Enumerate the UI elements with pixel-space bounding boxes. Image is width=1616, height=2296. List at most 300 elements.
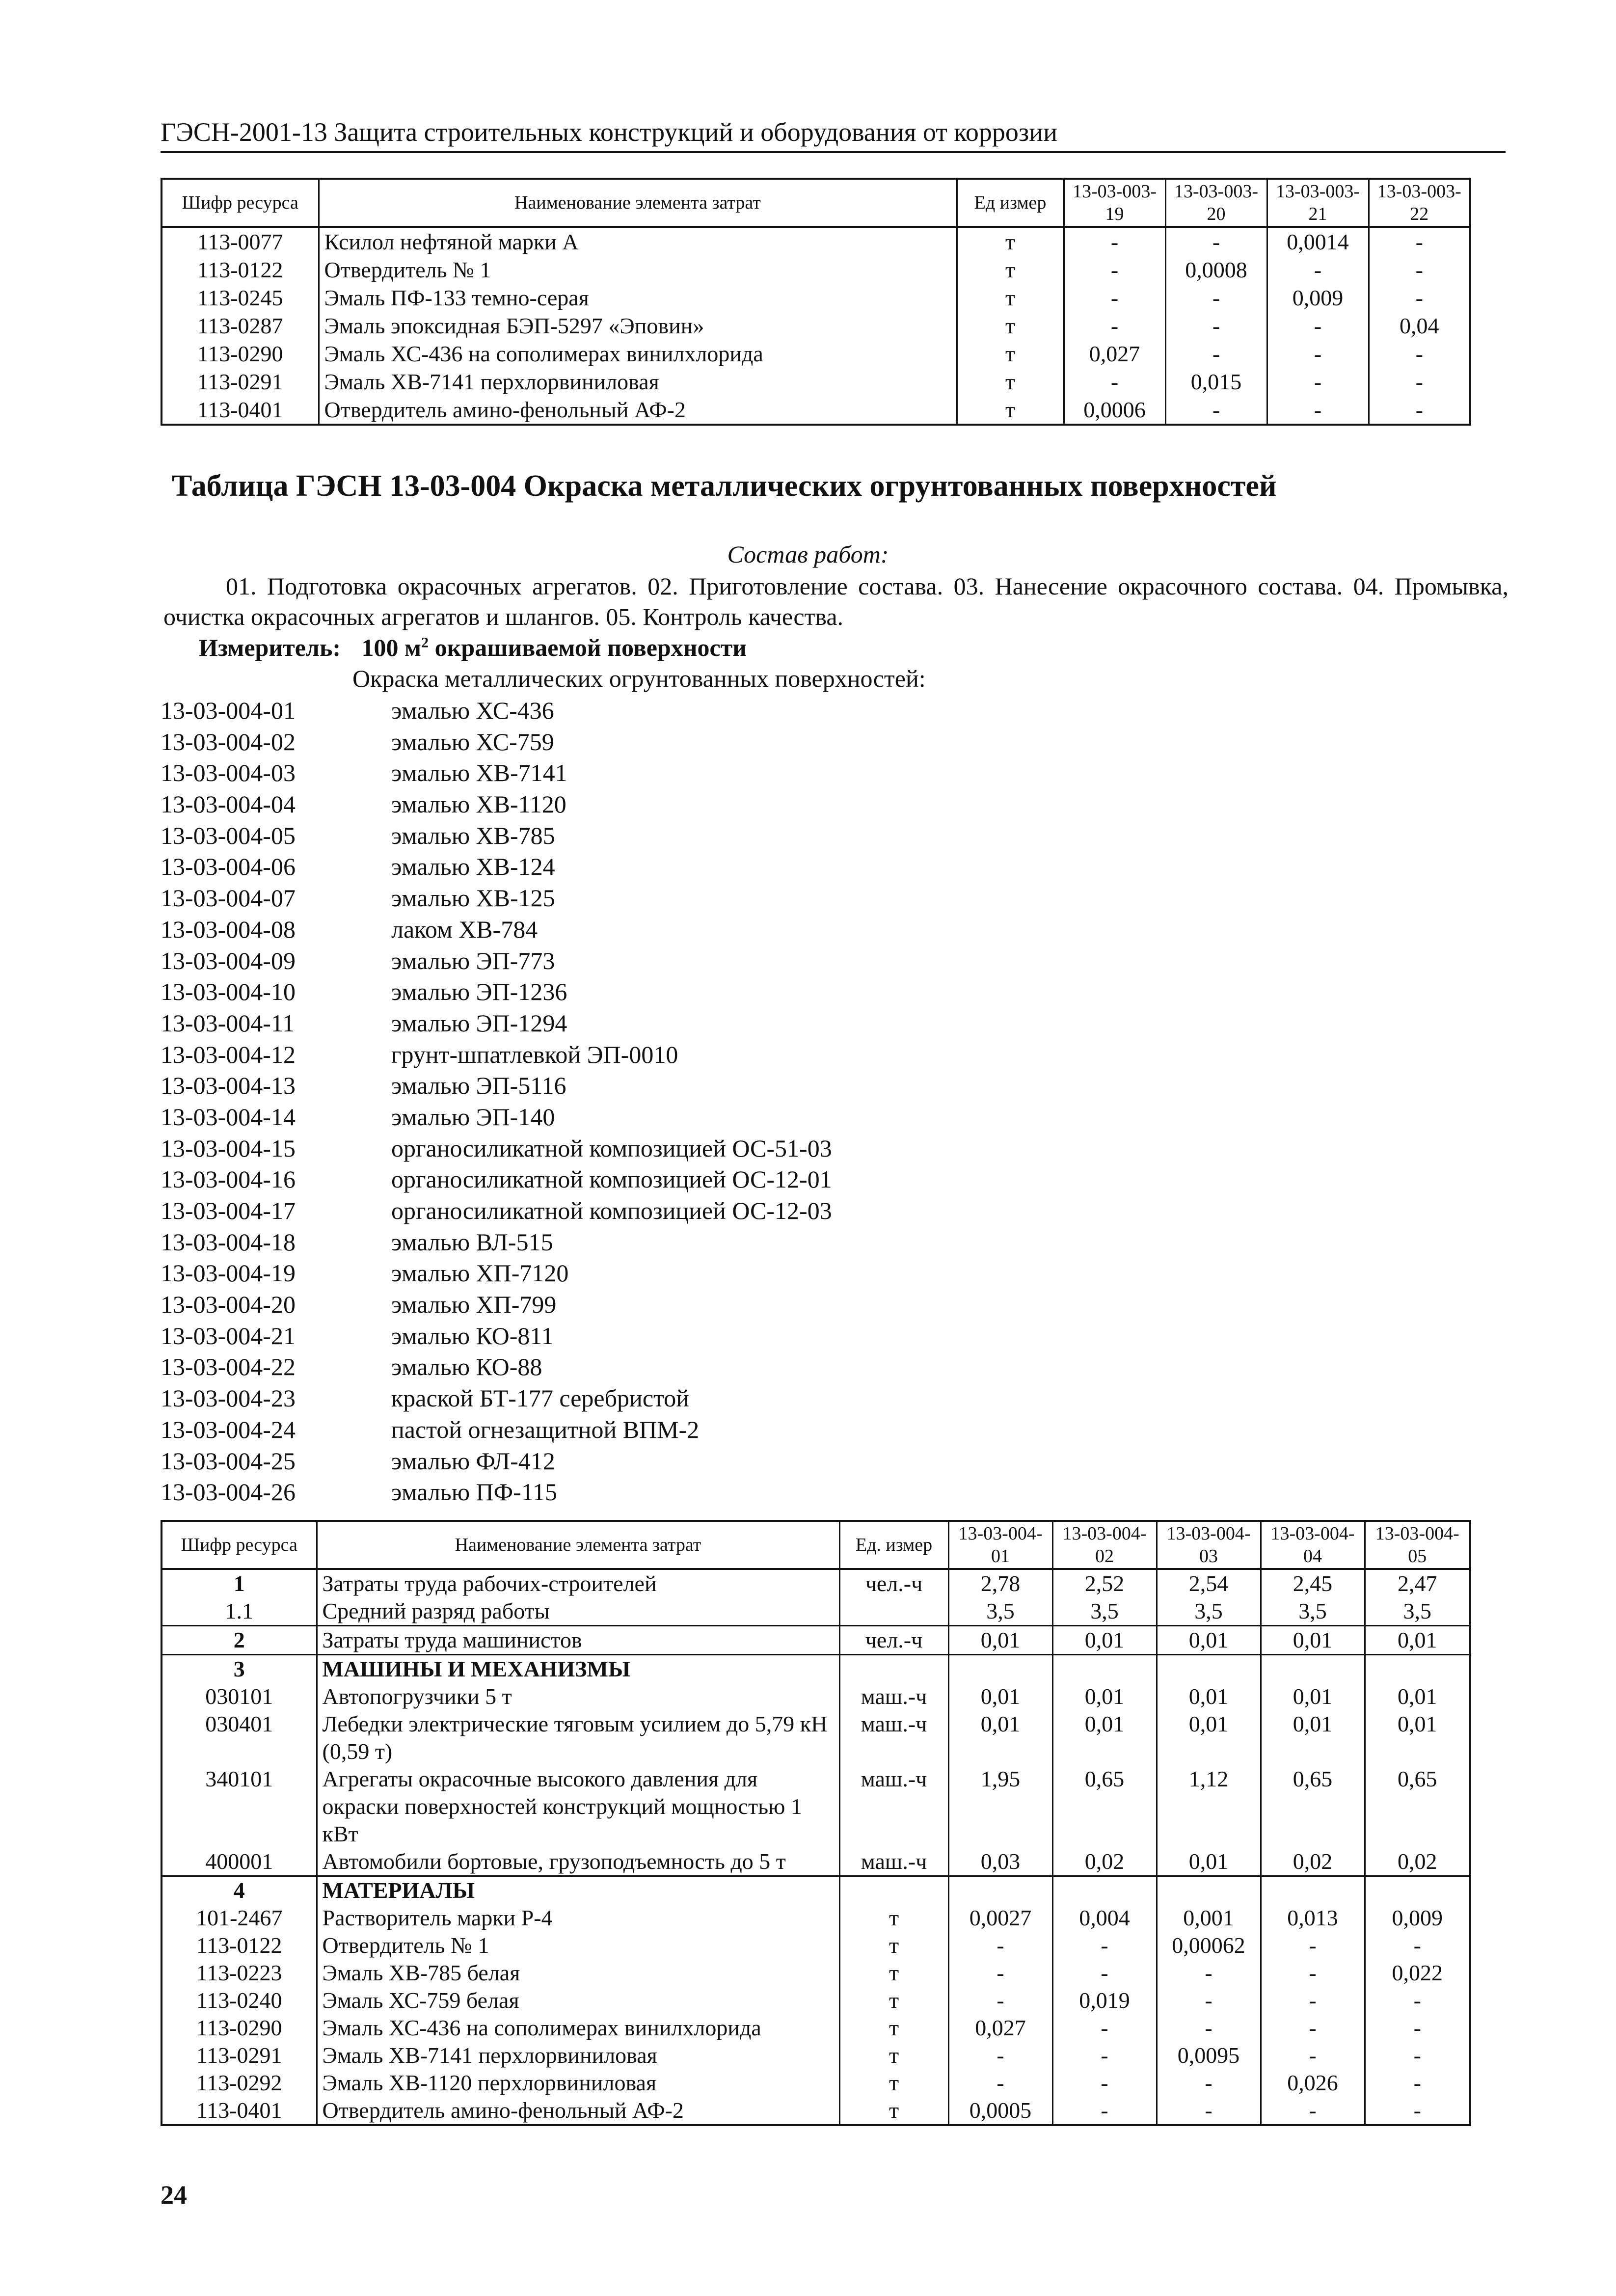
- cost-element-name: МАШИНЫ И МЕХАНИЗМЫ: [317, 1655, 839, 1683]
- resource-code: 113-0401: [162, 2097, 317, 2125]
- norm-value: 0,65: [1365, 1765, 1470, 1848]
- norm-value: 0,00062: [1157, 1932, 1261, 1959]
- unit: маш.-ч: [839, 1683, 948, 1710]
- norm-value: 0,01: [1261, 1683, 1365, 1710]
- cost-element-name: Лебедки электрические тяговым усилием до 5,79 кН (0,59 т): [317, 1710, 839, 1765]
- resource-code: 113-0291: [162, 368, 319, 396]
- norm-value: -: [1365, 2014, 1470, 2042]
- norm-description: органосиликатной композицией ОС-12-03: [391, 1197, 832, 1224]
- unit: [839, 1655, 948, 1683]
- table-row: [162, 2069, 1470, 2097]
- norm-value: [948, 1876, 1052, 1905]
- norm-description: эмалью ВЛ-515: [391, 1228, 553, 1256]
- unit: чел.-ч: [839, 1569, 948, 1597]
- cost-element-name: Эмаль ПФ-133 темно-серая: [319, 284, 957, 312]
- norm-value: [1365, 1876, 1470, 1905]
- header-norm-code: 13-03-004-03: [1157, 1521, 1261, 1569]
- norm-description: эмалью ПФ-115: [391, 1478, 557, 1506]
- norm-code-list: [161, 695, 1142, 1508]
- cost-element-name: Эмаль ХС-436 на сополимерах винилхлорида: [319, 340, 957, 368]
- list-item: [161, 976, 1142, 1008]
- norm-description: эмалью КО-811: [391, 1322, 554, 1350]
- norm-description: эмалью ЭП-1294: [391, 1009, 567, 1037]
- norm-value: -: [1365, 2069, 1470, 2097]
- header-norm-code: 13-03-004-05: [1365, 1521, 1470, 1569]
- table-row: [162, 368, 1470, 396]
- norm-value: -: [1267, 312, 1369, 340]
- norm-value: -: [1369, 340, 1470, 368]
- unit: маш.-ч: [839, 1848, 948, 1876]
- norm-value: -: [1365, 2042, 1470, 2069]
- norm-value: -: [1365, 1987, 1470, 2014]
- cost-element-name: Эмаль ХВ-7141 перхлорвиниловая: [317, 2042, 839, 2069]
- table1-body: [162, 227, 1470, 425]
- norm-value: 0,02: [1261, 1848, 1365, 1876]
- norm-value: 0,01: [948, 1626, 1052, 1655]
- list-item: [161, 1164, 1142, 1195]
- norm-value: -: [948, 2042, 1052, 2069]
- resource-code: 400001: [162, 1848, 317, 1876]
- norm-value: 0,01: [948, 1710, 1052, 1765]
- resource-code: 113-0223: [162, 1959, 317, 1987]
- table-row: [162, 1569, 1470, 1597]
- unit: т: [839, 1959, 948, 1987]
- list-item: [161, 851, 1142, 883]
- header-norm-code: 13-03-004-02: [1052, 1521, 1157, 1569]
- list-item: [161, 1070, 1142, 1102]
- norm-value: 2,78: [948, 1569, 1052, 1597]
- norm-value: -: [1261, 2014, 1365, 2042]
- resource-code: 113-0401: [162, 396, 319, 425]
- norm-value: [1365, 1655, 1470, 1683]
- list-item: [161, 1258, 1142, 1289]
- norm-code: 13-03-004-18: [161, 1228, 296, 1256]
- list-item: [161, 695, 1142, 727]
- norm-value: -: [1064, 368, 1165, 396]
- norm-value: -: [1052, 2014, 1157, 2042]
- norm-value: 2,54: [1157, 1569, 1261, 1597]
- norm-value: 2,47: [1365, 1569, 1470, 1597]
- norm-description: эмалью ХВ-7141: [391, 759, 567, 787]
- norm-description: эмалью ХВ-785: [391, 821, 555, 849]
- header-norm-code: 13-03-004-01: [948, 1521, 1052, 1569]
- norm-value: -: [948, 1932, 1052, 1959]
- norm-value: 0,01: [1157, 1683, 1261, 1710]
- norm-value: -: [1365, 2097, 1470, 2125]
- norm-value: 0,02: [1052, 1848, 1157, 1876]
- table-row: [162, 1683, 1470, 1710]
- unit: т: [957, 368, 1064, 396]
- norm-code: 13-03-004-26: [161, 1478, 296, 1506]
- list-item: [161, 757, 1142, 789]
- norm-code: 13-03-004-22: [161, 1353, 296, 1381]
- norm-value: 3,5: [948, 1597, 1052, 1626]
- norm-code: 13-03-004-24: [161, 1415, 296, 1443]
- norm-description: эмалью ФЛ-412: [391, 1447, 555, 1475]
- unit: маш.-ч: [839, 1710, 948, 1765]
- resource-table-003: [161, 178, 1471, 426]
- norm-description: эмалью ХВ-1120: [391, 790, 566, 818]
- table-row: [162, 312, 1470, 340]
- norm-description: эмалью ЭП-773: [391, 946, 555, 974]
- norm-value: 0,013: [1261, 1904, 1365, 1932]
- resource-code: 113-0077: [162, 227, 319, 256]
- norm-value: 2,52: [1052, 1569, 1157, 1597]
- header-norm-code: 13-03-003-22: [1369, 179, 1470, 227]
- header-resource-code: Шифр ресурса: [162, 1521, 317, 1569]
- norm-code: 13-03-004-04: [161, 790, 296, 818]
- norm-value: [1261, 1876, 1365, 1905]
- norm-value: -: [1165, 284, 1267, 312]
- resource-code: 030401: [162, 1710, 317, 1765]
- table-row: [162, 396, 1470, 425]
- unit: чел.-ч: [839, 1626, 948, 1655]
- header-unit: Ед измер: [957, 179, 1064, 227]
- norm-code: 13-03-004-08: [161, 915, 296, 943]
- group-caption: Окраска металлических огрунтованных поверхностей:: [352, 665, 926, 692]
- norm-value: -: [1064, 256, 1165, 284]
- norm-description: лаком ХВ-784: [391, 915, 538, 943]
- norm-value: -: [1157, 2014, 1261, 2042]
- list-item: [161, 1383, 1142, 1414]
- norm-value: -: [1052, 2042, 1157, 2069]
- table-row: [162, 284, 1470, 312]
- norm-value: -: [1267, 256, 1369, 284]
- norm-code: 13-03-004-06: [161, 853, 296, 881]
- resource-code: 113-0287: [162, 312, 319, 340]
- table-title: Таблица ГЭСН 13-03-004 Окраска металлических огрунтованных поверхностей: [172, 469, 1277, 503]
- resource-code: 1: [162, 1569, 317, 1597]
- norm-value: 0,015: [1165, 368, 1267, 396]
- norm-code: 13-03-004-10: [161, 978, 296, 1006]
- table2-body: [162, 1569, 1470, 2125]
- norm-code: 13-03-004-07: [161, 884, 296, 912]
- norm-description: грунт-шпатлевкой ЭП-0010: [391, 1040, 678, 1068]
- unit: т: [957, 256, 1064, 284]
- norm-description: эмалью ХП-7120: [391, 1259, 569, 1287]
- norm-code: 13-03-004-01: [161, 697, 296, 724]
- list-item: [161, 1195, 1142, 1227]
- norm-value: 0,03: [948, 1848, 1052, 1876]
- norm-code: 13-03-004-15: [161, 1134, 296, 1162]
- norm-value: 0,0027: [948, 1904, 1052, 1932]
- norm-value: 0,0005: [948, 2097, 1052, 2125]
- list-item: [161, 1133, 1142, 1164]
- header-norm-code: 13-03-003-20: [1165, 179, 1267, 227]
- norm-code: 13-03-004-25: [161, 1447, 296, 1475]
- cost-element-name: Отвердитель № 1: [317, 1932, 839, 1959]
- norm-value: -: [1165, 227, 1267, 256]
- table-row: [162, 227, 1470, 256]
- norm-value: 0,01: [1365, 1710, 1470, 1765]
- cost-element-name: Автомобили бортовые, грузоподъемность до 5 т: [317, 1848, 839, 1876]
- norm-value: 0,01: [1261, 1710, 1365, 1765]
- norm-description: пастой огнезащитной ВПМ-2: [391, 1415, 700, 1443]
- list-item: [161, 1321, 1142, 1352]
- norm-value: -: [1052, 2097, 1157, 2125]
- norm-description: эмалью ЭП-5116: [391, 1072, 566, 1100]
- norm-value: -: [1157, 1987, 1261, 2014]
- table-row: [162, 1655, 1470, 1683]
- header-unit: Ед. измер: [839, 1521, 948, 1569]
- norm-code: 13-03-004-19: [161, 1259, 296, 1287]
- norm-value: -: [1052, 1959, 1157, 1987]
- norm-value: -: [1261, 2097, 1365, 2125]
- norm-value: -: [1369, 256, 1470, 284]
- norm-value: -: [1157, 2097, 1261, 2125]
- list-item: [161, 1227, 1142, 1258]
- header-cost-element: Наименование элемента затрат: [317, 1521, 839, 1569]
- resource-table-004: [161, 1520, 1471, 2126]
- unit: т: [839, 2014, 948, 2042]
- norm-value: 3,5: [1261, 1597, 1365, 1626]
- table-row: [162, 1597, 1470, 1626]
- table-row: [162, 2097, 1470, 2125]
- norm-value: -: [1165, 396, 1267, 425]
- table-row: [162, 2042, 1470, 2069]
- unit-of-measure: [199, 633, 747, 662]
- norm-value: 0,04: [1369, 312, 1470, 340]
- header-resource-code: Шифр ресурса: [162, 179, 319, 227]
- unit: т: [957, 396, 1064, 425]
- norm-value: 0,022: [1365, 1959, 1470, 1987]
- norm-code: 13-03-004-05: [161, 821, 296, 849]
- list-item: [161, 1008, 1142, 1039]
- resource-code: 113-0290: [162, 2014, 317, 2042]
- norm-value: -: [948, 2069, 1052, 2097]
- norm-value: 0,01: [1261, 1626, 1365, 1655]
- cost-element-name: Отвердитель № 1: [319, 256, 957, 284]
- norm-value: -: [948, 1987, 1052, 2014]
- norm-value: -: [1365, 1932, 1470, 1959]
- running-header: ГЭСН-2001-13 Защита строительных конструкций и оборудования от коррозии: [161, 117, 1057, 147]
- norm-code: 13-03-004-20: [161, 1291, 296, 1319]
- cost-element-name: Автопогрузчики 5 т: [317, 1683, 839, 1710]
- table-row: [162, 1626, 1470, 1655]
- norm-description: эмалью ХС-436: [391, 697, 554, 724]
- resource-code: 113-0122: [162, 256, 319, 284]
- norm-code: 13-03-004-23: [161, 1384, 296, 1412]
- meter-superscript: 2: [421, 634, 429, 651]
- list-item: [161, 820, 1142, 852]
- norm-value: [948, 1655, 1052, 1683]
- header-norm-code: 13-03-004-04: [1261, 1521, 1365, 1569]
- resource-code: 113-0122: [162, 1932, 317, 1959]
- norm-value: 0,009: [1365, 1904, 1470, 1932]
- list-item: [161, 945, 1142, 977]
- norm-value: -: [1165, 340, 1267, 368]
- cost-element-name: Средний разряд работы: [317, 1597, 839, 1626]
- norm-value: 0,01: [1365, 1626, 1470, 1655]
- unit: т: [839, 1904, 948, 1932]
- resource-code: 113-0240: [162, 1987, 317, 2014]
- norm-description: органосиликатной композицией ОС-51-03: [391, 1134, 832, 1162]
- norm-value: 0,004: [1052, 1904, 1157, 1932]
- meter-value: 100 м: [361, 634, 422, 661]
- norm-value: 0,01: [1365, 1683, 1470, 1710]
- unit: т: [839, 2097, 948, 2125]
- header-norm-code: 13-03-003-21: [1267, 179, 1369, 227]
- norm-value: -: [1157, 1959, 1261, 1987]
- norm-code: 13-03-004-03: [161, 759, 296, 787]
- unit: т: [839, 1987, 948, 2014]
- work-composition-text: 01. Подготовка окрасочных агрегатов. 02. Приготовление состава. 03. Нанесение окрасочного состава. 04. Промывка, очистка окрасочных агрегатов и шлангов. 05. Контроль качества.: [163, 572, 1508, 630]
- norm-code: 13-03-004-09: [161, 946, 296, 974]
- norm-value: -: [1064, 284, 1165, 312]
- norm-description: эмалью ХВ-125: [391, 884, 555, 912]
- norm-code: 13-03-004-11: [161, 1009, 295, 1037]
- norm-value: [1261, 1655, 1365, 1683]
- cost-element-name: Агрегаты окрасочные высокого давления для окраски поверхностей конструкций мощностью 1 кВт: [317, 1765, 839, 1848]
- norm-value: -: [1369, 227, 1470, 256]
- table-row: [162, 1710, 1470, 1765]
- unit: т: [957, 312, 1064, 340]
- table-row: [162, 1848, 1470, 1876]
- work-composition-heading: Состав работ:: [727, 540, 889, 568]
- list-item: [161, 883, 1142, 914]
- cost-element-name: Отвердитель амино-фенольный АФ-2: [317, 2097, 839, 2125]
- norm-value: 0,01: [1052, 1626, 1157, 1655]
- norm-value: -: [1369, 284, 1470, 312]
- list-item: [161, 727, 1142, 758]
- cost-element-name: Эмаль ХС-436 на сополимерах винилхлорида: [317, 2014, 839, 2042]
- resource-code: 2: [162, 1626, 317, 1655]
- norm-value: -: [1267, 340, 1369, 368]
- norm-value: 0,0014: [1267, 227, 1369, 256]
- resource-code: 1.1: [162, 1597, 317, 1626]
- norm-value: -: [1267, 396, 1369, 425]
- norm-value: [1052, 1876, 1157, 1905]
- norm-value: 0,0006: [1064, 396, 1165, 425]
- table-row: [162, 1876, 1470, 1905]
- norm-value: 0,65: [1261, 1765, 1365, 1848]
- norm-value: -: [1157, 2069, 1261, 2097]
- norm-value: 0,019: [1052, 1987, 1157, 2014]
- norm-value: 0,009: [1267, 284, 1369, 312]
- table-row: [162, 1904, 1470, 1932]
- norm-value: 3,5: [1365, 1597, 1470, 1626]
- norm-value: 0,001: [1157, 1904, 1261, 1932]
- table-row: [162, 256, 1470, 284]
- norm-description: органосиликатной композицией ОС-12-01: [391, 1165, 832, 1193]
- norm-value: 0,65: [1052, 1765, 1157, 1848]
- cost-element-name: Эмаль ХВ-7141 перхлорвиниловая: [319, 368, 957, 396]
- norm-value: -: [1369, 396, 1470, 425]
- norm-value: 0,01: [1157, 1710, 1261, 1765]
- norm-description: эмалью ЭП-140: [391, 1103, 555, 1131]
- norm-value: -: [1261, 1987, 1365, 2014]
- list-item: [161, 1351, 1142, 1383]
- list-item: [161, 1289, 1142, 1321]
- norm-description: эмалью КО-88: [391, 1353, 542, 1381]
- cost-element-name: МАТЕРИАЛЫ: [317, 1876, 839, 1905]
- norm-value: 2,45: [1261, 1569, 1365, 1597]
- table-row: [162, 2014, 1470, 2042]
- norm-value: 0,027: [948, 2014, 1052, 2042]
- resource-code: 113-0245: [162, 284, 319, 312]
- norm-value: -: [1064, 312, 1165, 340]
- norm-value: 0,01: [1052, 1710, 1157, 1765]
- header-cost-element: Наименование элемента затрат: [319, 179, 957, 227]
- norm-value: 0,0008: [1165, 256, 1267, 284]
- cost-element-name: Эмаль ХВ-785 белая: [317, 1959, 839, 1987]
- meter-label: Измеритель:: [199, 634, 341, 661]
- resource-code: 030101: [162, 1683, 317, 1710]
- header-rule: [161, 151, 1506, 153]
- table-row: [162, 1959, 1470, 1987]
- cost-element-name: Растворитель марки Р-4: [317, 1904, 839, 1932]
- resource-code: 113-0290: [162, 340, 319, 368]
- norm-value: 0,01: [1052, 1683, 1157, 1710]
- table-row: [162, 340, 1470, 368]
- norm-value: 3,5: [1052, 1597, 1157, 1626]
- list-item: [161, 1039, 1142, 1071]
- unit: т: [839, 2069, 948, 2097]
- norm-value: -: [1052, 2069, 1157, 2097]
- cost-element-name: Отвердитель амино-фенольный АФ-2: [319, 396, 957, 425]
- norm-value: -: [1261, 2042, 1365, 2069]
- norm-value: [1157, 1655, 1261, 1683]
- resource-code: 101-2467: [162, 1904, 317, 1932]
- norm-code: 13-03-004-14: [161, 1103, 296, 1131]
- norm-value: -: [1369, 368, 1470, 396]
- unit: т: [957, 340, 1064, 368]
- unit: т: [957, 284, 1064, 312]
- resource-code: 4: [162, 1876, 317, 1905]
- norm-description: эмалью ХС-759: [391, 728, 554, 756]
- norm-code: 13-03-004-21: [161, 1322, 296, 1350]
- norm-value: -: [1064, 227, 1165, 256]
- cost-element-name: Эмаль ХВ-1120 перхлорвиниловая: [317, 2069, 839, 2097]
- unit: т: [957, 227, 1064, 256]
- list-item: [161, 789, 1142, 820]
- resource-code: 113-0292: [162, 2069, 317, 2097]
- table-row: [162, 1987, 1470, 2014]
- list-item: [161, 1446, 1142, 1477]
- resource-code: 3: [162, 1655, 317, 1683]
- norm-value: -: [1165, 312, 1267, 340]
- norm-code: 13-03-004-02: [161, 728, 296, 756]
- norm-code: 13-03-004-16: [161, 1165, 296, 1193]
- unit: [839, 1597, 948, 1626]
- norm-value: 3,5: [1157, 1597, 1261, 1626]
- list-item: [161, 1477, 1142, 1508]
- norm-value: 1,12: [1157, 1765, 1261, 1848]
- norm-value: -: [1261, 1932, 1365, 1959]
- norm-value: [1052, 1655, 1157, 1683]
- list-item: [161, 1414, 1142, 1446]
- norm-value: 0,01: [948, 1683, 1052, 1710]
- list-item: [161, 914, 1142, 945]
- norm-value: 1,95: [948, 1765, 1052, 1848]
- meter-rest: окрашиваемой поверхности: [429, 634, 747, 661]
- norm-value: 0,027: [1064, 340, 1165, 368]
- table-row: [162, 1765, 1470, 1848]
- norm-value: -: [1052, 1932, 1157, 1959]
- norm-code: 13-03-004-17: [161, 1197, 296, 1224]
- cost-element-name: Эмаль эпоксидная БЭП-5297 «Эповин»: [319, 312, 957, 340]
- unit: т: [839, 2042, 948, 2069]
- norm-description: эмалью ХП-799: [391, 1291, 557, 1319]
- norm-code: 13-03-004-13: [161, 1072, 296, 1100]
- norm-value: 0,01: [1157, 1626, 1261, 1655]
- cost-element-name: Ксилол нефтяной марки А: [319, 227, 957, 256]
- page-number: 24: [161, 2180, 187, 2210]
- norm-code: 13-03-004-12: [161, 1040, 296, 1068]
- norm-description: эмалью ХВ-124: [391, 853, 555, 881]
- resource-code: 113-0291: [162, 2042, 317, 2069]
- norm-value: -: [948, 1959, 1052, 1987]
